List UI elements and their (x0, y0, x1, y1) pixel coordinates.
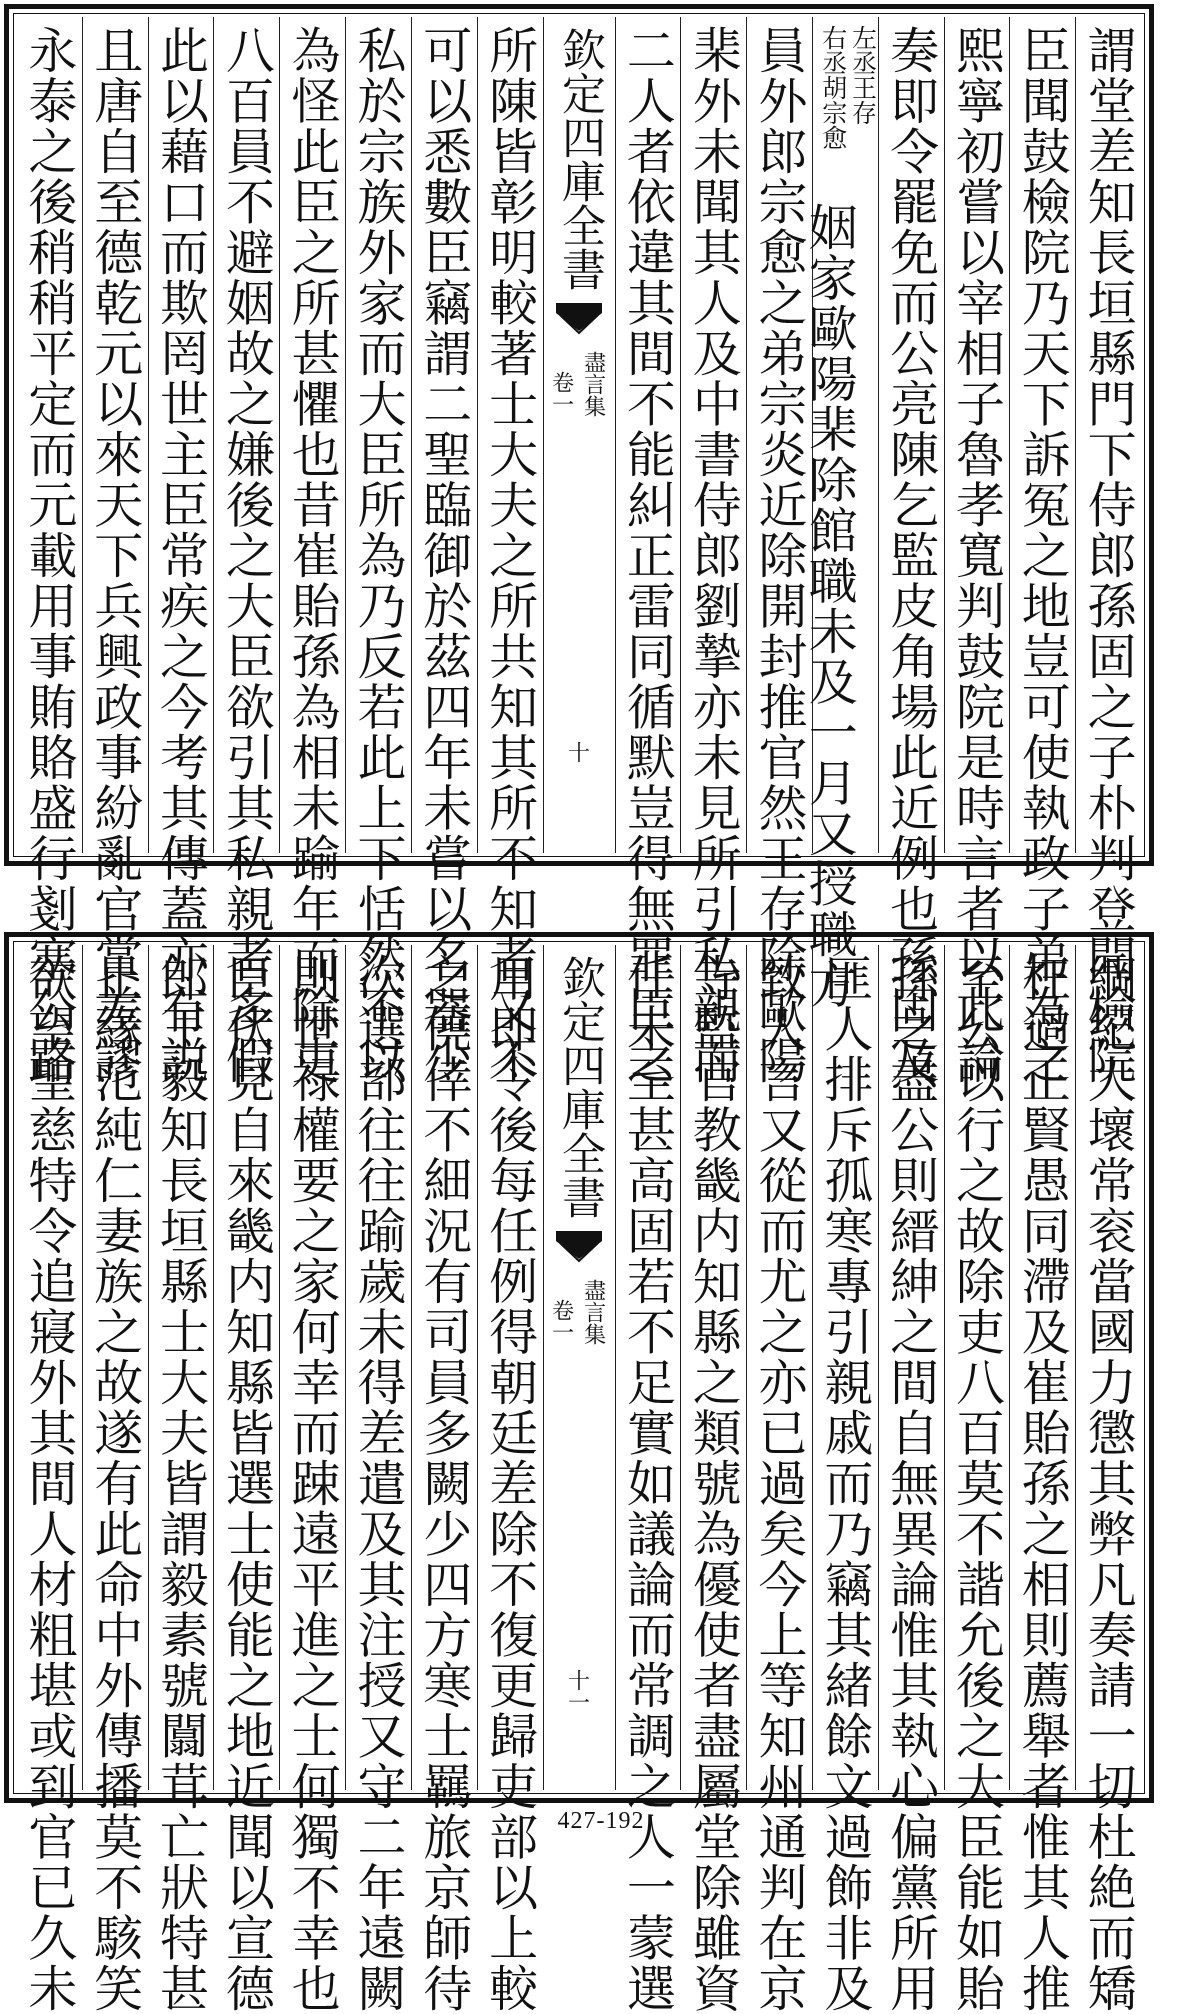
fishtail-mark-icon (556, 303, 602, 341)
text-column (1075, 17, 1141, 1086)
column-text: 止緣范純仁妻族之故遂有此命中外傳播莫不駭笑 (86, 953, 144, 2014)
text-column (746, 17, 812, 1086)
text-column (17, 945, 82, 2014)
interlinear-note: 右丞胡宗愈 (818, 25, 848, 150)
text-column (878, 17, 944, 1086)
fold-small-notes (544, 341, 615, 853)
text-column (680, 17, 746, 1086)
text-column (148, 17, 214, 1086)
text-column (345, 17, 411, 1086)
folio-number: 十 (564, 741, 590, 763)
folio-number: 十一 (564, 1669, 590, 1713)
column-text: 綱紀大壞常衮當國力懲其弊凡奏請一切杜絶而矯 (1080, 953, 1138, 2014)
column-text: 為怪此臣之所甚懼也昔崔貽孫為相未踰年而除吏 (284, 25, 342, 1086)
volume-label: 卷一 (548, 1299, 574, 1343)
interlinear-note: 左丞王存 (848, 25, 878, 125)
column-text: 臣伏見自來畿内知縣皆選士使能之地近聞以宣德 (218, 953, 276, 2014)
text-column (812, 945, 878, 2014)
text-column (279, 945, 345, 2014)
text-column (615, 17, 681, 1086)
text-column (345, 945, 411, 2014)
text-column (615, 945, 681, 2014)
column-text: 二人者依違其間不能糾正雷同循默豈得無罪臣之 (619, 25, 677, 1086)
center-fold-column (543, 945, 615, 1790)
column-text: 孫之盡公則縉紳之間自無異論惟其執心偏黨所用 (882, 953, 940, 2014)
column-text: 熙寧初嘗以宰相子魯孝寬判鼓院是時言者以此論 (948, 25, 1006, 1086)
column-text: 用即令後每任例得朝廷差除不復更歸吏部以上較 (481, 953, 539, 2014)
column-text: 匪人排斥孤寒專引親戚而乃竊其緒餘文過飾非及 (816, 953, 874, 2014)
column-text: 員外郎宗愈之弟宗炎近除開封推官然王存除歐陽 (751, 25, 809, 1086)
fishtail-mark-icon (556, 1231, 602, 1269)
text-column (944, 945, 1010, 2014)
annotated-column (801, 17, 878, 1010)
text-column (213, 945, 279, 2014)
column-text: 寺監官教畿内知縣之類號為優使者盡屬堂除雖資 (685, 953, 743, 2014)
text-column (411, 17, 477, 1086)
column-text: 至公以行之故除吏八百莫不諧允後之大臣能如貽 (948, 953, 1006, 2014)
text-column (213, 17, 279, 1086)
text-column (746, 945, 812, 2014)
column-text: 私於宗族外家而大臣所為乃反若此上下恬然不以 (349, 25, 407, 1086)
upper-page-columns (17, 17, 1141, 1086)
column-text: 任未至甚高固若不足實如議論而常調之人一蒙選 (619, 953, 677, 2014)
text-column (1009, 17, 1075, 1086)
text-column (477, 17, 543, 1086)
upper-page-frame (4, 4, 1154, 1086)
column-text: 枉過正賢愚同滯及崔貽孫之相則薦舉者惟其人推 (1014, 953, 1072, 2014)
text-column (477, 945, 543, 2014)
text-column (82, 945, 148, 2014)
column-text: 致人言又從而尤之亦已過矣今上等知州通判在京 (751, 953, 809, 2014)
column-text: 郎王毅知長垣縣士大夫皆謂毅素號闒茸亡狀特甚 (152, 953, 210, 2014)
collection-name: 盡言集 (580, 351, 606, 417)
column-text: 欲望聖慈特令追寢外其間人材粗堪或到官已久未 (20, 953, 78, 2014)
column-text: 姻家歐陽棐除館職未及一月又授職方 (801, 202, 859, 1010)
text-column (878, 945, 944, 2014)
column-text: 棐外未聞其人及中書侍郎劉摯亦未見所引私親而 (685, 25, 743, 1086)
book-title: 欽定四庫全書 (554, 955, 605, 1219)
text-column (411, 945, 477, 2014)
text-column (17, 17, 82, 1086)
text-column (82, 17, 148, 1086)
book-title: 欽定四庫全書 (554, 27, 605, 291)
collection-name: 盡言集 (580, 1279, 606, 1345)
column-text: 此以藉口而欺罔世主臣常疾之今考其傳蓋亦有説 (152, 25, 210, 1086)
page-number: 427-192 (557, 1808, 645, 1834)
text-column (1009, 945, 1075, 2014)
column-text: 則世禄權要之家何幸而踈遠平進之士何獨不幸也 (284, 953, 342, 2014)
column-text: 八百員不避姻故之嫌後之大臣欲引其私親者多假 (218, 25, 276, 1086)
column-text: 臣聞鼓檢院乃天下訴冤之地豈可使執政子弟為之 (1014, 25, 1072, 1086)
fold-small-notes (544, 1269, 615, 1790)
column-text: 之僥倖不細況有司員多闕少四方寒士羈旅京師待 (415, 953, 473, 2014)
center-fold-column (543, 17, 615, 853)
text-column (279, 17, 345, 1086)
column-text: 奏即令罷免而公亮陳乞監皮角場此近例也孫固及 (882, 25, 940, 1086)
text-column (944, 17, 1010, 1086)
column-text: 可以悉數臣竊謂二聖臨御於茲四年未嘗以名器少 (415, 25, 473, 1086)
column-text: 謂堂差知長垣縣門下侍郎孫固之子朴判登聞檢院 (1080, 25, 1138, 1086)
text-column (680, 945, 746, 2014)
column-text: 所陳皆彰明較著士大夫之所共知其所不知者又不 (481, 25, 539, 1086)
text-column (148, 945, 214, 2014)
volume-label: 卷一 (548, 371, 574, 415)
column-text: 永泰之後稍稍平定而元載用事賄賂盛行剗塞公路 (20, 25, 78, 1086)
column-text: 且唐自至德乾元以來天下兵興政事紛亂官賞差謬 (86, 25, 144, 1086)
column-text: 次選部往往踰歲未得差遣及其注授又守二年遠闕 (349, 953, 407, 2014)
text-column (1075, 945, 1141, 2014)
